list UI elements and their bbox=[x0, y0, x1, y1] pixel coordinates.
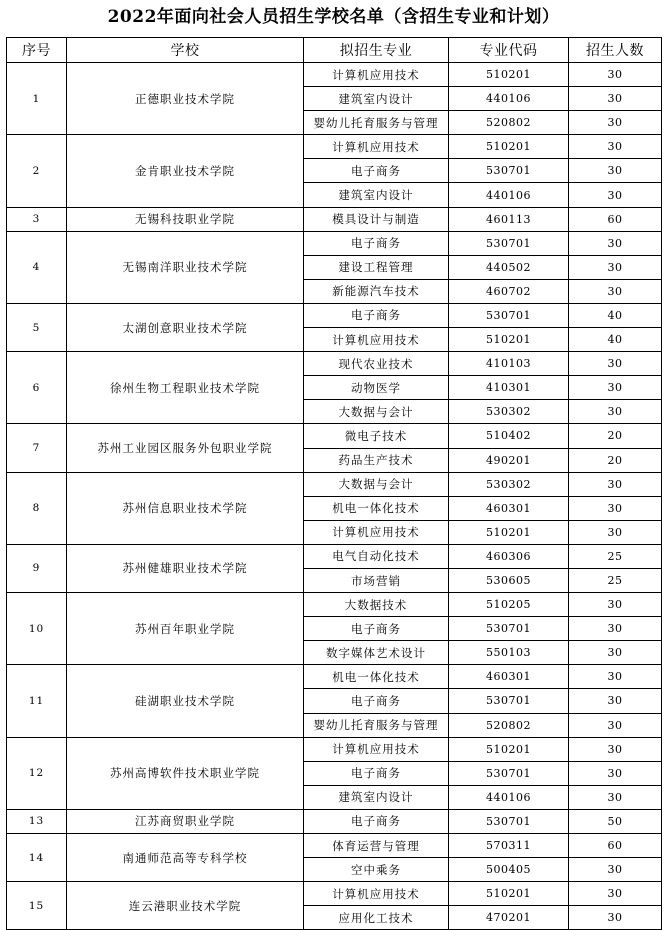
major-code-cell: 510201 bbox=[449, 737, 569, 761]
serial-number-cell: 3 bbox=[7, 207, 67, 231]
school-name-cell: 太湖创意职业技术学院 bbox=[67, 303, 304, 351]
major-code-cell: 460301 bbox=[449, 665, 569, 689]
major-name-cell: 大数据技术 bbox=[304, 593, 449, 617]
enrollment-count-cell: 25 bbox=[569, 544, 662, 568]
major-name-cell: 建筑室内设计 bbox=[304, 785, 449, 809]
enrollment-count-cell: 30 bbox=[569, 617, 662, 641]
enrollment-count-cell: 30 bbox=[569, 689, 662, 713]
serial-number-cell: 2 bbox=[7, 135, 67, 207]
enrollment-count-cell: 30 bbox=[569, 87, 662, 111]
table-row bbox=[7, 472, 662, 496]
major-name-cell: 婴幼儿托育服务与管理 bbox=[304, 713, 449, 737]
enrollment-count-cell: 60 bbox=[569, 834, 662, 858]
school-name-cell: 南通师范高等专科学校 bbox=[67, 834, 304, 882]
enrollment-count-cell: 30 bbox=[569, 63, 662, 87]
major-code-cell: 550103 bbox=[449, 641, 569, 665]
serial-number-cell: 11 bbox=[7, 665, 67, 737]
major-name-cell: 计算机应用技术 bbox=[304, 737, 449, 761]
school-name-cell: 硅湖职业技术学院 bbox=[67, 665, 304, 737]
table-row bbox=[7, 593, 662, 617]
major-code-cell: 510201 bbox=[449, 882, 569, 906]
table-row bbox=[7, 135, 662, 159]
major-code-cell: 530302 bbox=[449, 400, 569, 424]
serial-number-cell: 15 bbox=[7, 882, 67, 930]
major-name-cell: 电子商务 bbox=[304, 809, 449, 833]
table-row bbox=[7, 882, 662, 906]
school-name-cell: 无锡科技职业学院 bbox=[67, 207, 304, 231]
major-code-cell: 530605 bbox=[449, 568, 569, 592]
header-enrollment: 招生人数 bbox=[569, 38, 662, 63]
enrollment-count-cell: 20 bbox=[569, 424, 662, 448]
major-name-cell: 动物医学 bbox=[304, 376, 449, 400]
serial-number-cell: 4 bbox=[7, 231, 67, 303]
major-name-cell: 计算机应用技术 bbox=[304, 328, 449, 352]
major-name-cell: 婴幼儿托育服务与管理 bbox=[304, 111, 449, 135]
table-row bbox=[7, 809, 662, 833]
school-name-cell: 苏州高博软件技术职业学院 bbox=[67, 737, 304, 809]
major-code-cell: 460113 bbox=[449, 207, 569, 231]
major-code-cell: 530701 bbox=[449, 303, 569, 327]
major-name-cell: 电气自动化技术 bbox=[304, 544, 449, 568]
major-code-cell: 440106 bbox=[449, 87, 569, 111]
major-code-cell: 490201 bbox=[449, 448, 569, 472]
school-name-cell: 金肯职业技术学院 bbox=[67, 135, 304, 207]
enrollment-count-cell: 30 bbox=[569, 135, 662, 159]
enrollment-count-cell: 30 bbox=[569, 641, 662, 665]
serial-number-cell: 13 bbox=[7, 809, 67, 833]
school-name-cell: 无锡南洋职业技术学院 bbox=[67, 231, 304, 303]
table-row bbox=[7, 834, 662, 858]
major-code-cell: 460301 bbox=[449, 496, 569, 520]
major-code-cell: 440106 bbox=[449, 183, 569, 207]
header-row bbox=[7, 38, 662, 63]
header-serial-number: 序号 bbox=[7, 38, 67, 63]
major-name-cell: 现代农业技术 bbox=[304, 352, 449, 376]
school-name-cell: 连云港职业技术学院 bbox=[67, 882, 304, 930]
major-code-cell: 530701 bbox=[449, 689, 569, 713]
major-name-cell: 数字媒体艺术设计 bbox=[304, 641, 449, 665]
enrollment-count-cell: 30 bbox=[569, 737, 662, 761]
serial-number-cell: 7 bbox=[7, 424, 67, 472]
major-code-cell: 530701 bbox=[449, 231, 569, 255]
major-name-cell: 新能源汽车技术 bbox=[304, 279, 449, 303]
serial-number-cell: 8 bbox=[7, 472, 67, 544]
serial-number-cell: 10 bbox=[7, 593, 67, 665]
major-name-cell: 电子商务 bbox=[304, 761, 449, 785]
table-row bbox=[7, 352, 662, 376]
enrollment-count-cell: 25 bbox=[569, 568, 662, 592]
school-name-cell: 苏州百年职业学院 bbox=[67, 593, 304, 665]
enrollment-count-cell: 30 bbox=[569, 906, 662, 930]
table-row bbox=[7, 544, 662, 568]
major-code-cell: 510205 bbox=[449, 593, 569, 617]
major-code-cell: 500405 bbox=[449, 858, 569, 882]
table-row bbox=[7, 231, 662, 255]
major-code-cell: 530302 bbox=[449, 472, 569, 496]
serial-number-cell: 12 bbox=[7, 737, 67, 809]
major-code-cell: 570311 bbox=[449, 834, 569, 858]
table-row bbox=[7, 207, 662, 231]
major-name-cell: 计算机应用技术 bbox=[304, 63, 449, 87]
major-code-cell: 530701 bbox=[449, 159, 569, 183]
enrollment-count-cell: 60 bbox=[569, 207, 662, 231]
enrollment-count-cell: 30 bbox=[569, 376, 662, 400]
enrollment-count-cell: 30 bbox=[569, 785, 662, 809]
enrollment-count-cell: 20 bbox=[569, 448, 662, 472]
major-code-cell: 520802 bbox=[449, 111, 569, 135]
major-code-cell: 440502 bbox=[449, 255, 569, 279]
major-name-cell: 机电一体化技术 bbox=[304, 665, 449, 689]
table-row bbox=[7, 63, 662, 87]
table-row bbox=[7, 424, 662, 448]
school-name-cell: 徐州生物工程职业技术学院 bbox=[67, 352, 304, 424]
enrollment-count-cell: 30 bbox=[569, 713, 662, 737]
major-name-cell: 建设工程管理 bbox=[304, 255, 449, 279]
enrollment-count-cell: 30 bbox=[569, 665, 662, 689]
serial-number-cell: 9 bbox=[7, 544, 67, 592]
major-name-cell: 药品生产技术 bbox=[304, 448, 449, 472]
major-name-cell: 电子商务 bbox=[304, 159, 449, 183]
major-name-cell: 电子商务 bbox=[304, 303, 449, 327]
school-name-cell: 苏州信息职业技术学院 bbox=[67, 472, 304, 544]
major-code-cell: 510402 bbox=[449, 424, 569, 448]
major-name-cell: 计算机应用技术 bbox=[304, 135, 449, 159]
major-code-cell: 440106 bbox=[449, 785, 569, 809]
serial-number-cell: 1 bbox=[7, 63, 67, 135]
header-major-code: 专业代码 bbox=[449, 38, 569, 63]
major-code-cell: 520802 bbox=[449, 713, 569, 737]
table-row bbox=[7, 303, 662, 327]
major-code-cell: 460702 bbox=[449, 279, 569, 303]
major-code-cell: 410103 bbox=[449, 352, 569, 376]
enrollment-count-cell: 30 bbox=[569, 352, 662, 376]
major-name-cell: 大数据与会计 bbox=[304, 400, 449, 424]
document-title: 2022年面向社会人员招生学校名单（含招生专业和计划） bbox=[107, 7, 560, 27]
enrollment-count-cell: 30 bbox=[569, 472, 662, 496]
enrollment-count-cell: 30 bbox=[569, 255, 662, 279]
major-code-cell: 410301 bbox=[449, 376, 569, 400]
enrollment-count-cell: 30 bbox=[569, 279, 662, 303]
major-code-cell: 510201 bbox=[449, 135, 569, 159]
major-name-cell: 市场营销 bbox=[304, 568, 449, 592]
enrollment-count-cell: 30 bbox=[569, 496, 662, 520]
header-school: 学校 bbox=[67, 38, 304, 63]
table-row bbox=[7, 665, 662, 689]
enrollment-count-cell: 40 bbox=[569, 328, 662, 352]
school-name-cell: 苏州工业园区服务外包职业学院 bbox=[67, 424, 304, 472]
enrollment-count-cell: 30 bbox=[569, 159, 662, 183]
enrollment-count-cell: 30 bbox=[569, 882, 662, 906]
enrollment-count-cell: 30 bbox=[569, 400, 662, 424]
major-code-cell: 510201 bbox=[449, 63, 569, 87]
enrollment-count-cell: 30 bbox=[569, 183, 662, 207]
major-name-cell: 体育运营与管理 bbox=[304, 834, 449, 858]
enrollment-count-cell: 30 bbox=[569, 231, 662, 255]
major-code-cell: 510201 bbox=[449, 520, 569, 544]
major-name-cell: 建筑室内设计 bbox=[304, 183, 449, 207]
school-name-cell: 苏州健雄职业技术学院 bbox=[67, 544, 304, 592]
table-body bbox=[7, 63, 662, 930]
major-name-cell: 电子商务 bbox=[304, 231, 449, 255]
major-name-cell: 电子商务 bbox=[304, 617, 449, 641]
major-name-cell: 计算机应用技术 bbox=[304, 882, 449, 906]
major-name-cell: 计算机应用技术 bbox=[304, 520, 449, 544]
enrollment-count-cell: 30 bbox=[569, 111, 662, 135]
school-name-cell: 江苏商贸职业学院 bbox=[67, 809, 304, 833]
serial-number-cell: 6 bbox=[7, 352, 67, 424]
school-name-cell: 正德职业技术学院 bbox=[67, 63, 304, 135]
major-name-cell: 机电一体化技术 bbox=[304, 496, 449, 520]
serial-number-cell: 5 bbox=[7, 303, 67, 351]
enrollment-count-cell: 30 bbox=[569, 593, 662, 617]
major-code-cell: 530701 bbox=[449, 761, 569, 785]
enrollment-count-cell: 30 bbox=[569, 858, 662, 882]
major-name-cell: 空中乘务 bbox=[304, 858, 449, 882]
school-list-table bbox=[6, 37, 662, 930]
table-row bbox=[7, 737, 662, 761]
enrollment-count-cell: 30 bbox=[569, 761, 662, 785]
header-major: 拟招生专业 bbox=[304, 38, 449, 63]
major-code-cell: 460306 bbox=[449, 544, 569, 568]
major-name-cell: 大数据与会计 bbox=[304, 472, 449, 496]
enrollment-count-cell: 30 bbox=[569, 520, 662, 544]
major-name-cell: 微电子技术 bbox=[304, 424, 449, 448]
enrollment-count-cell: 40 bbox=[569, 303, 662, 327]
serial-number-cell: 14 bbox=[7, 834, 67, 882]
major-name-cell: 模具设计与制造 bbox=[304, 207, 449, 231]
enrollment-count-cell: 50 bbox=[569, 809, 662, 833]
major-code-cell: 530701 bbox=[449, 617, 569, 641]
major-code-cell: 530701 bbox=[449, 809, 569, 833]
major-code-cell: 510201 bbox=[449, 328, 569, 352]
major-code-cell: 470201 bbox=[449, 906, 569, 930]
major-name-cell: 应用化工技术 bbox=[304, 906, 449, 930]
major-name-cell: 建筑室内设计 bbox=[304, 87, 449, 111]
major-name-cell: 电子商务 bbox=[304, 689, 449, 713]
